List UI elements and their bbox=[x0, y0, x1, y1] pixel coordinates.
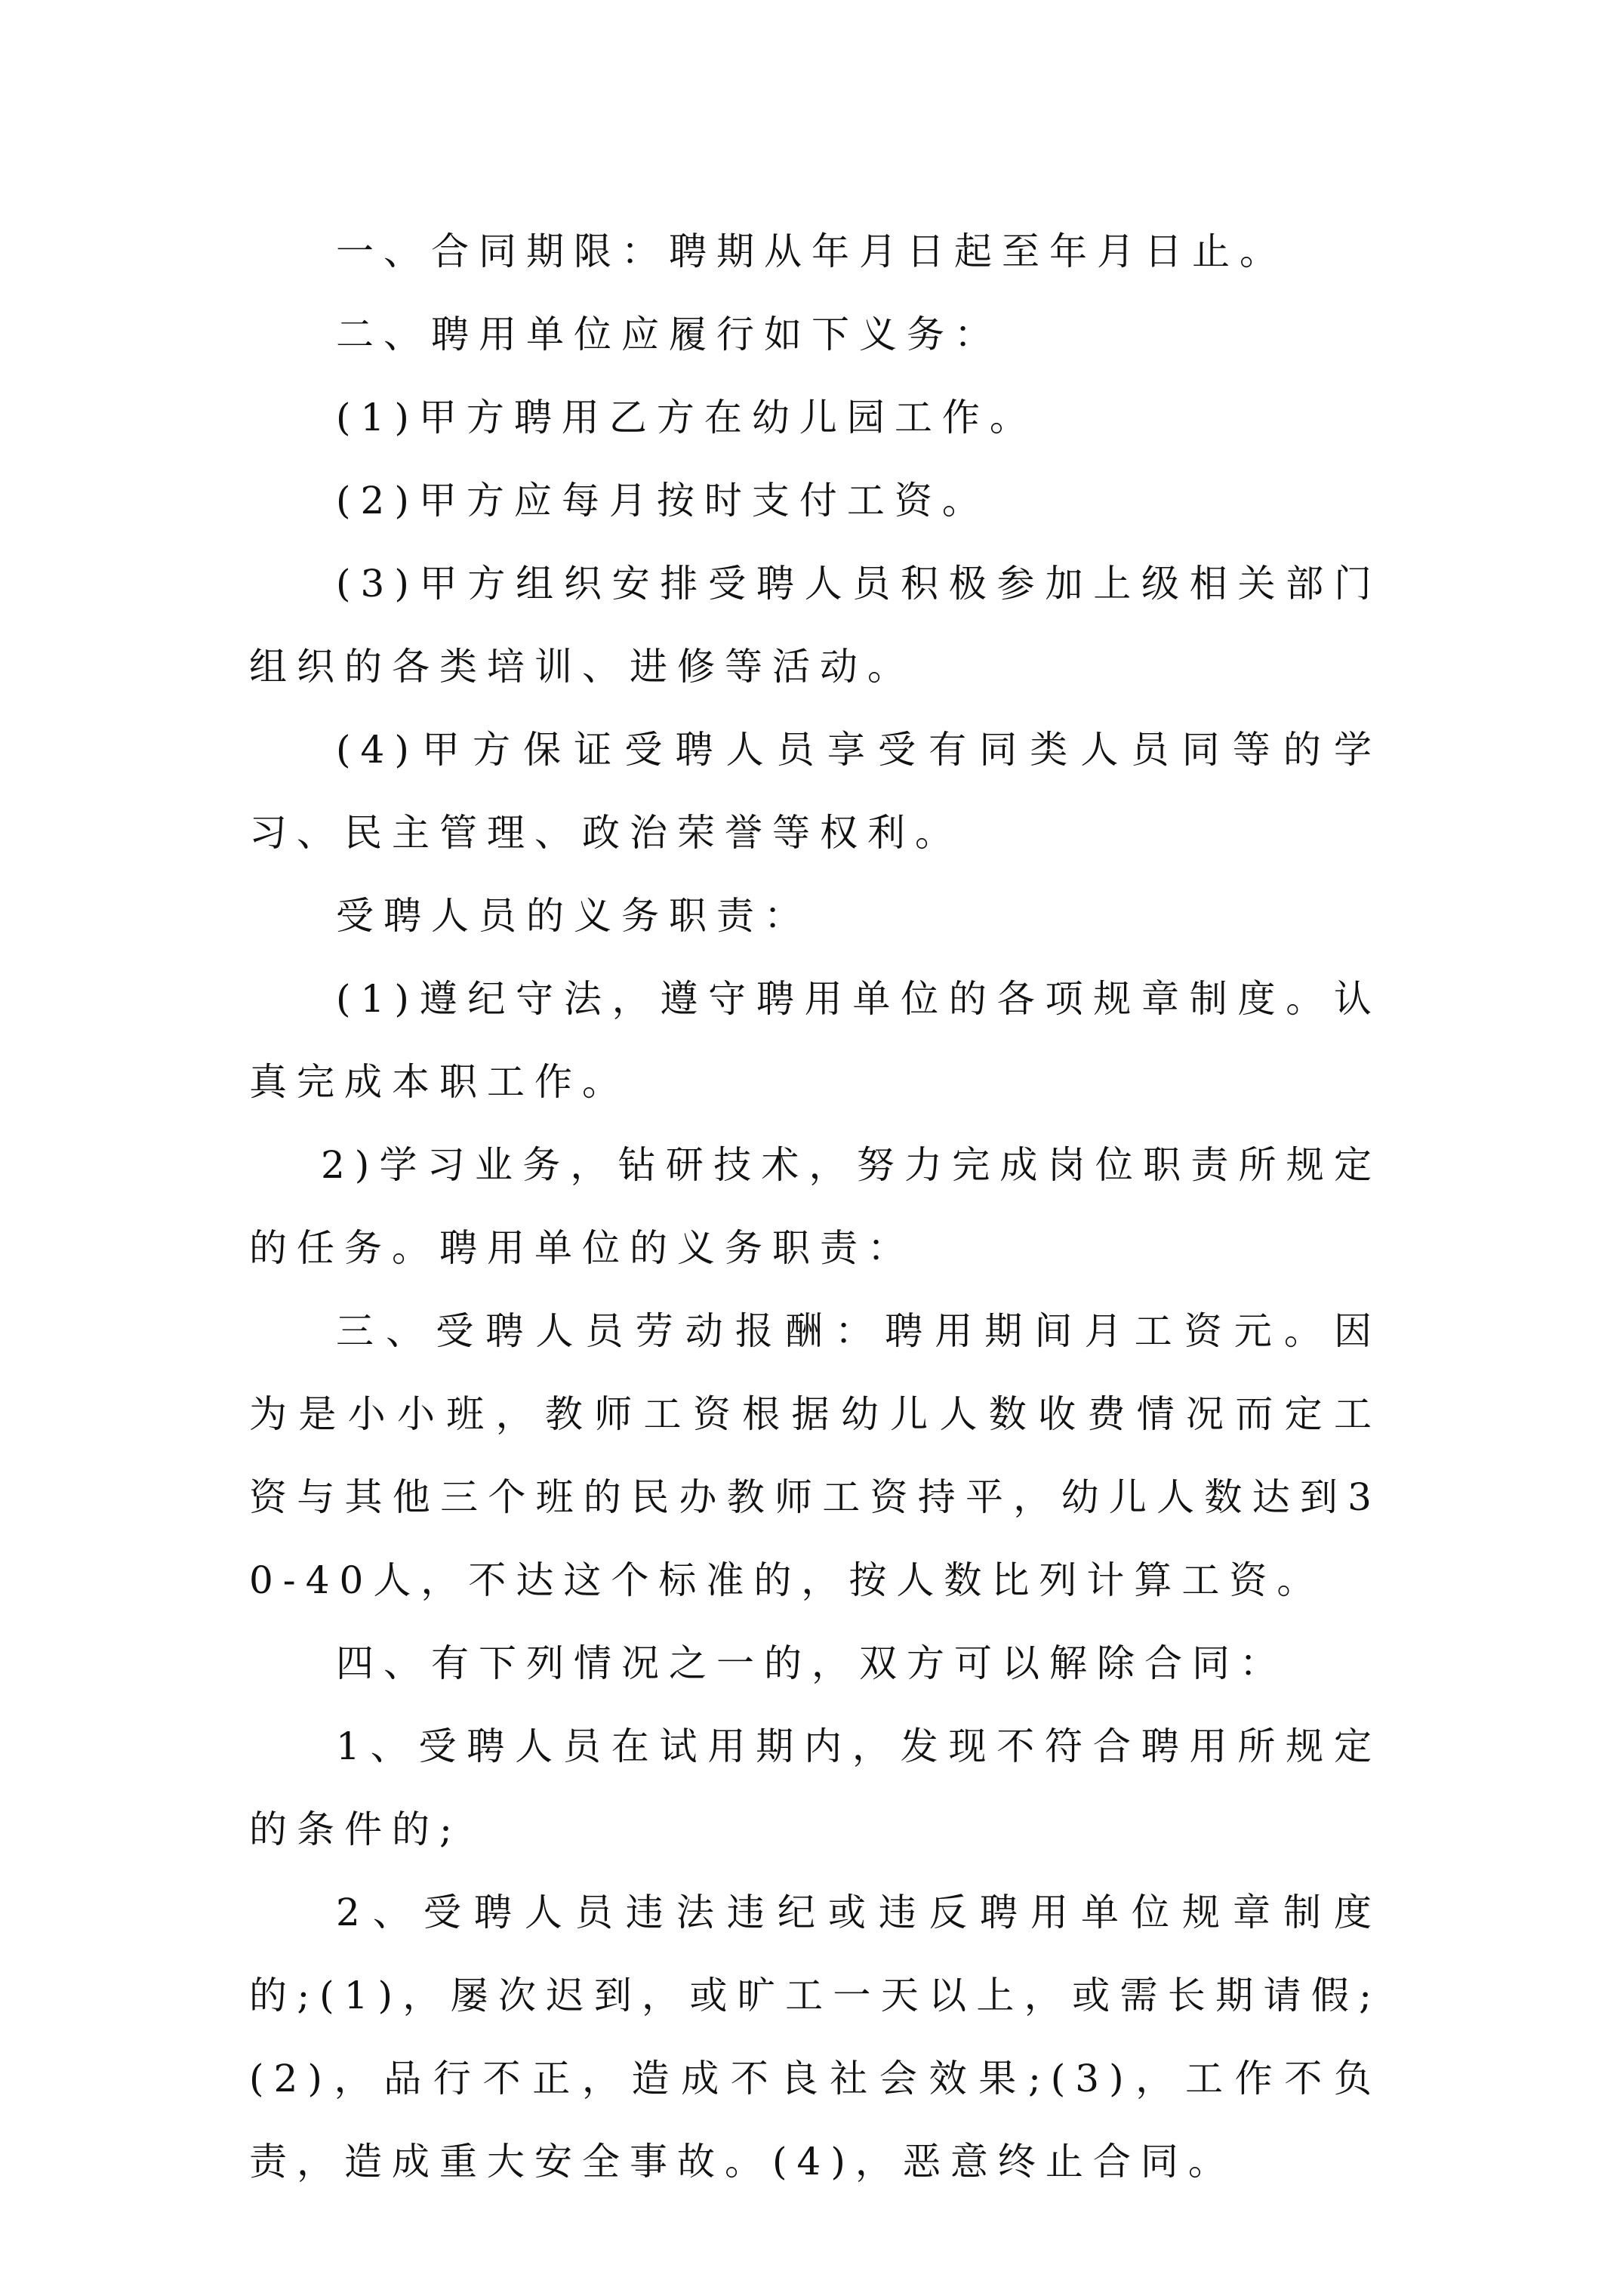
paragraph-obligation-4: (4)甲方保证受聘人员享受有同类人员同等的学习、民主管理、政治荣誉等权利。 bbox=[249, 728, 1381, 855]
paragraph-duty-1: (1)遵纪守法，遵守聘用单位的各项规章制度。认真完成本职工作。 bbox=[249, 977, 1381, 1104]
paragraph-obligation-1: (1)甲方聘用乙方在幼儿园工作。 bbox=[336, 396, 1037, 439]
paragraph-termination-heading: 四、有下列情况之一的，双方可以解除合同： bbox=[336, 1641, 1287, 1685]
paragraph-termination-2: 2、受聘人员违法违纪或违反聘用单位规章制度的;(1)，屡次迟到，或旷工一天以上，或需长期请假;(2)，品行不正，造成不良社会效果;(3)，工作不负责，造成重大安全事故。(4)，恶意终止合同。 bbox=[249, 1891, 1381, 2184]
paragraph-remuneration: 三、受聘人员劳动报酬：聘用期间月工资元。因为是小小班，教师工资根据幼儿人数收费情况而定工资与其他三个班的民办教师工资持平，幼儿人数达到30-40人，不达这个标准的，按人数比列计算工资。 bbox=[249, 1309, 1381, 1602]
paragraph-employee-duties-heading: 受聘人员的义务职责： bbox=[336, 894, 812, 938]
document-body bbox=[249, 210, 1381, 2203]
paragraph-employer-obligations-heading: 二、聘用单位应履行如下义务： bbox=[336, 313, 1002, 356]
paragraph-obligation-3: (3)甲方组织安排受聘人员积极参加上级相关部门组织的各类培训、进修等活动。 bbox=[249, 562, 1381, 689]
paragraph-contract-term: 一、合同期限：聘期从年月日起至年月日止。 bbox=[336, 230, 1287, 273]
paragraph-obligation-2: (2)甲方应每月按时支付工资。 bbox=[336, 479, 990, 522]
paragraph-termination-1: 1、受聘人员在试用期内，发现不符合聘用所规定的条件的; bbox=[249, 1724, 1381, 1851]
paragraph-duty-2: 2)学习业务，钻研技术，努力完成岗位职责所规定的任务。聘用单位的义务职责： bbox=[249, 1143, 1381, 1270]
